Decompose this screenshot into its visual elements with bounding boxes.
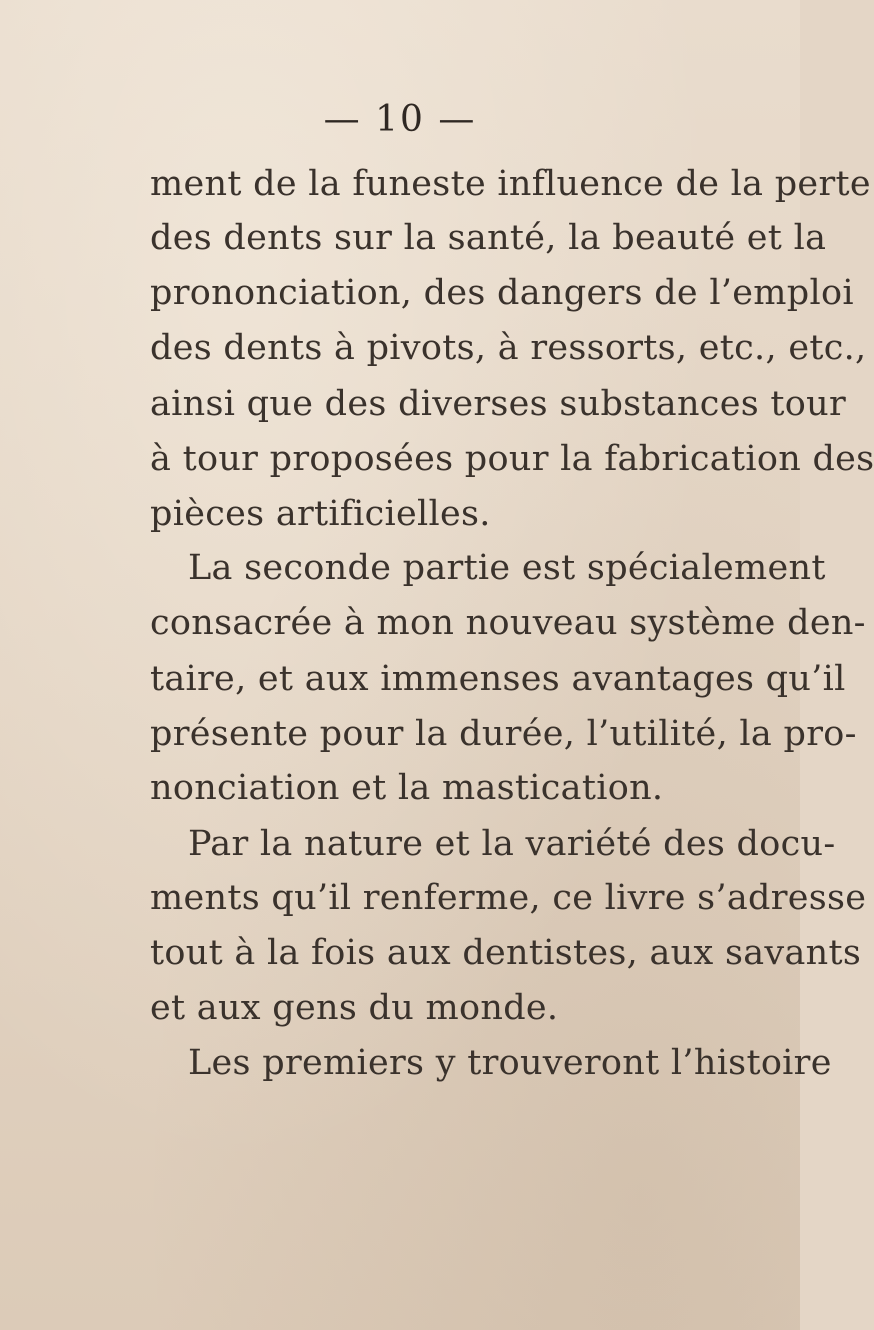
text-line: des dents à pivots, à ressorts, etc., etc., [150,328,867,368]
text-line: présente pour la durée, l’utilité, la pro- [150,714,857,754]
text-line: et aux gens du monde. [150,988,559,1028]
text-line: ments qu’il renferme, ce livre s’adresse [150,878,867,918]
text-line: à tour proposées pour la fabrication des [150,439,874,479]
text-line: ainsi que des diverses substances tour [150,384,847,424]
paragraph-first-line: Les premiers y trouveront l’histoire [188,1043,832,1083]
text-line: taire, et aux immenses avantages qu’il [150,659,846,699]
paragraph-first-line: La seconde partie est spécialement [188,548,826,588]
text-line: ment de la funeste influence de la perte [150,164,871,204]
page-number: — 10 — [323,99,477,140]
text-line: nonciation et la mastication. [150,768,664,808]
text-line: pièces artificielles. [150,494,491,534]
text-line: tout à la fois aux dentistes, aux savants [150,933,862,973]
text-line: prononciation, des dangers de l’emploi [150,273,854,313]
text-line: consacrée à mon nouveau système den- [150,603,866,643]
paragraph-first-line: Par la nature et la variété des docu- [188,824,836,864]
text-line: des dents sur la santé, la beauté et la [150,218,827,258]
